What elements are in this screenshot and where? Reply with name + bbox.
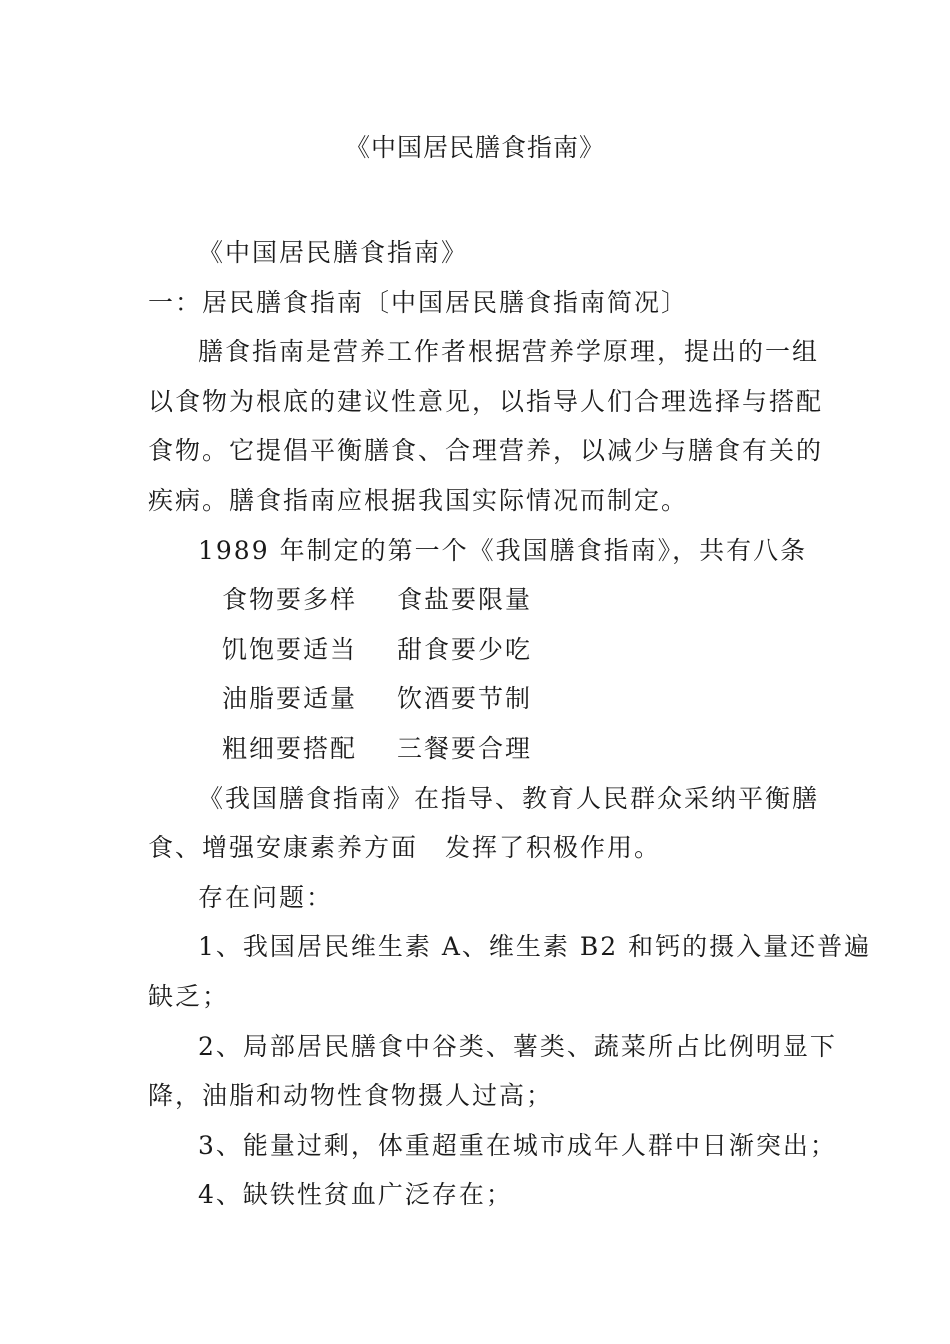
guide-item: 食盐要限量 — [397, 585, 533, 615]
guide-item: 三餐要合理 — [397, 733, 533, 763]
problems-heading: 存在问题： — [198, 882, 334, 912]
subtitle: 《中国居民膳食指南》 — [198, 238, 469, 267]
guide-item: 粗细要搭配 — [222, 733, 358, 763]
guide-item-row — [148, 724, 808, 774]
guide-item: 食物要多样 — [222, 585, 358, 615]
intro-line: 食物。它提倡平衡膳食、合理营养，以减少与膳食有关的 — [148, 436, 824, 466]
intro-line: 以食物为根底的建议性意见，以指导人们合理选择与搭配 — [148, 386, 824, 416]
problem-line: 4、缺铁性贫血广泛存在； — [198, 1180, 513, 1210]
guide-1989-intro: 1989 年制定的第一个《我国膳食指南》，共有八条 — [198, 535, 808, 565]
effect-line: 《我国膳食指南》在指导、教育人民群众采纳平衡膳 — [198, 783, 820, 813]
problem-line: 降，油脂和动物性食物摄人过高； — [148, 1081, 554, 1111]
problem-line: 1、我国居民维生素 A、维生素 B2 和钙的摄入量还普遍 — [198, 932, 872, 962]
guide-item-row — [148, 674, 808, 724]
problem-line: 2、局部居民膳食中谷类、薯类、蔬菜所占比例明显下 — [198, 1031, 837, 1061]
document-title: 《中国居民膳食指南》 — [344, 133, 605, 162]
intro-line: 疾病。膳食指南应根据我国实际情况而制定。 — [148, 485, 689, 515]
document-body — [148, 228, 872, 1220]
guide-item-row — [148, 625, 808, 675]
problem-line: 缺乏； — [148, 981, 230, 1011]
guide-item: 饮酒要节制 — [397, 684, 533, 714]
intro-line: 膳食指南是营养工作者根据营养学原理，提出的一组 — [198, 337, 820, 367]
guide-item-row — [148, 575, 808, 625]
section-heading: 一：居民膳食指南〔中国居民膳食指南简况〕 — [148, 287, 689, 317]
guide-item: 饥饱要适当 — [222, 634, 358, 664]
problem-line: 3、能量过剩，体重超重在城市成年人群中日渐突出； — [198, 1130, 837, 1160]
effect-line: 食、增强安康素养方面 发挥了积极作用。 — [148, 833, 662, 863]
guide-item: 甜食要少吃 — [397, 634, 533, 664]
guide-item: 油脂要适量 — [222, 684, 358, 714]
